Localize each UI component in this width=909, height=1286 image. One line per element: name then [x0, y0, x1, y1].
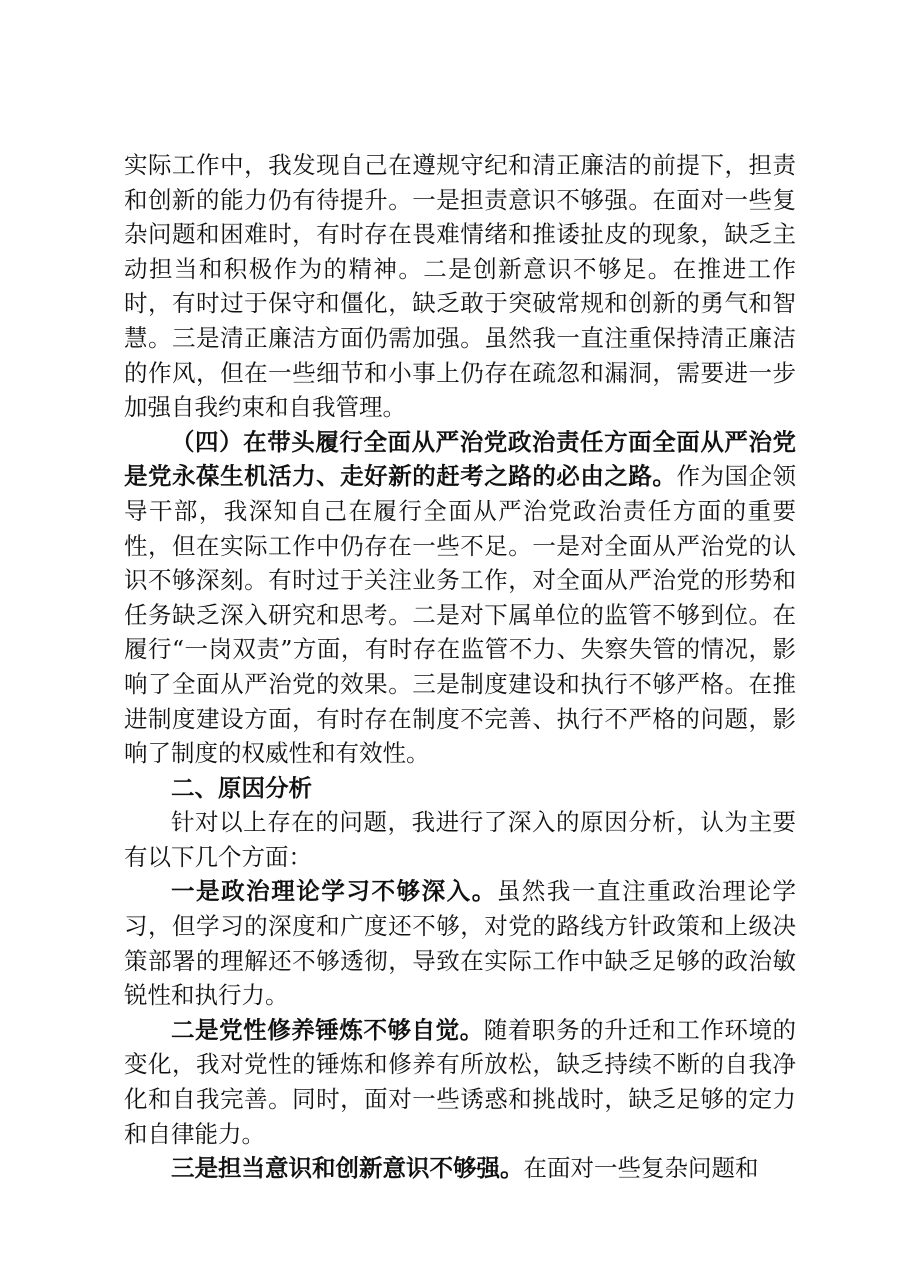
paragraph-continuation: 实际工作中，我发现自己在遵规守纪和清正廉洁的前提下，担责和创新的能力仍有待提升。一是担责意识不够强。在面对一些复杂问题和困难时，有时存在畏难情绪和推诿扯皮的现象，缺乏主动担当和积极作为的精神。二是创新意识不够足。在推进工作时，有时过于保守和僵化，缺乏敢于突破常规和创新的勇气和智慧。三是清正廉洁方面仍需加强。虽然我一直注重保持清正廉洁的作风，但在一些细节和小事上仍存在疏忽和漏洞，需要进一步加强自我约束和自我管理。 [124, 151, 796, 422]
reason-3-lead: 三是担当意识和创新意识不够强。 [171, 1154, 524, 1183]
paragraph-reason-3 [124, 1151, 796, 1186]
paragraph-reason-2 [124, 1013, 796, 1151]
paragraph-intro: 针对以上存在的问题，我进行了深入的原因分析，认为主要有以下几个方面： [124, 808, 796, 871]
paragraph-reason-1 [124, 874, 796, 1012]
section-4-body: 作为国企领导干部，我深知自己在履行全面从严治党政治责任方面的重要性，但在实际工作中仍存在一些不足。一是对全面从严治党的认识不够深刻。有时过于关注业务工作，对全面从严治党的形势和任务缺乏深入研究和思考。二是对下属单位的监管不够到位。在履行“一岗双责”方面，有时存在监管不力、失察失管的情况，影响了全面从严治党的效果。三是制度建设和执行不够严格。在推进制度建设方面，有时存在制度不完善、执行不严格的问题，影响了制度的权威性和有效性。 [124, 462, 797, 768]
reason-1-lead: 一是政治理论学习不够深入。 [171, 877, 497, 906]
document-page [124, 148, 796, 1186]
reason-2-lead: 二是党性修养锤炼不够自觉。 [171, 1015, 484, 1044]
heading-cause-analysis: 二、原因分析 [171, 773, 312, 802]
paragraph-section-4 [124, 425, 796, 771]
section-4-title: （四）在带头履行全面从严治党政治责任方面全面从严治党是党永葆生机活力、走好新的赶考之路的必由之路。 [124, 427, 796, 491]
reason-2-body: 随着职务的升迁和工作环境的变化，我对党性的锤炼和修养有所放松，缺乏持续不断的自我净化和自我完善。同时，面对一些诱惑和挑战时，缺乏足够的定力和自律能力。 [124, 1015, 797, 1148]
reason-3-body: 在面对一些复杂问题和 [523, 1154, 759, 1183]
reason-1-body: 虽然我一直注重政治理论学习，但学习的深度和广度还不够，对党的路线方针政策和上级决策部署的理解还不够透彻，导致在实际工作中缺乏足够的政治敏锐性和执行力。 [124, 877, 796, 1010]
